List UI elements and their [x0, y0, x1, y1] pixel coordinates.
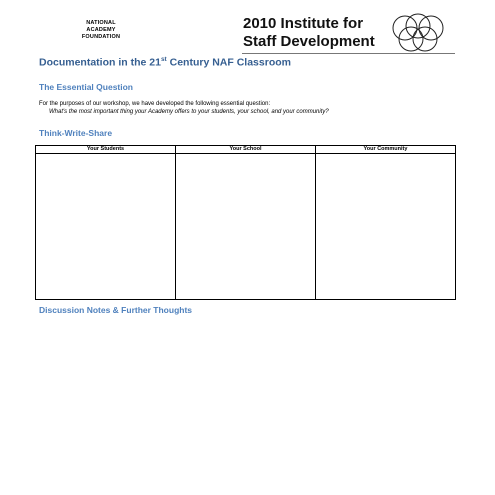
discussion-notes-heading: Discussion Notes & Further Thoughts: [39, 305, 193, 315]
document-title: [39, 56, 291, 69]
institute-title: [243, 15, 375, 51]
essential-question-heading: The Essential Question: [39, 82, 133, 92]
school-response-cell[interactable]: [176, 154, 316, 300]
document-title-superscript: st: [160, 56, 167, 63]
column-header-your-students: Your Students: [36, 146, 176, 154]
table-header-row: [36, 146, 456, 154]
column-header-your-school: Your School: [176, 146, 316, 154]
org-name-line-2: ACADEMY: [86, 27, 116, 33]
institute-title-line-2: Staff Development: [243, 33, 375, 50]
institute-title-line-1: 2010 Institute for: [243, 15, 364, 32]
discussion-notes-area[interactable]: [39, 318, 456, 478]
column-header-your-community: Your Community: [316, 146, 456, 154]
org-name-line-3: FOUNDATION: [81, 34, 121, 40]
naf-logo: [62, 20, 140, 41]
think-write-share-table: [35, 145, 456, 300]
overlapping-circles-icon: [383, 12, 453, 56]
table-row: [36, 154, 456, 300]
think-write-share-heading: Think-Write-Share: [39, 128, 113, 138]
org-name-line-1: NATIONAL: [86, 20, 116, 26]
essential-question-text: What's the most important thing your Academy offers to your students, your school, and your community?: [49, 109, 329, 115]
document-title-text: Documentation in the 21: [39, 56, 161, 69]
students-response-cell[interactable]: [36, 154, 176, 300]
essential-question-intro: For the purposes of our workshop, we have developed the following essential question:: [39, 101, 271, 107]
community-response-cell[interactable]: [316, 154, 456, 300]
document-title-text-end: Century NAF Classroom: [166, 56, 291, 69]
